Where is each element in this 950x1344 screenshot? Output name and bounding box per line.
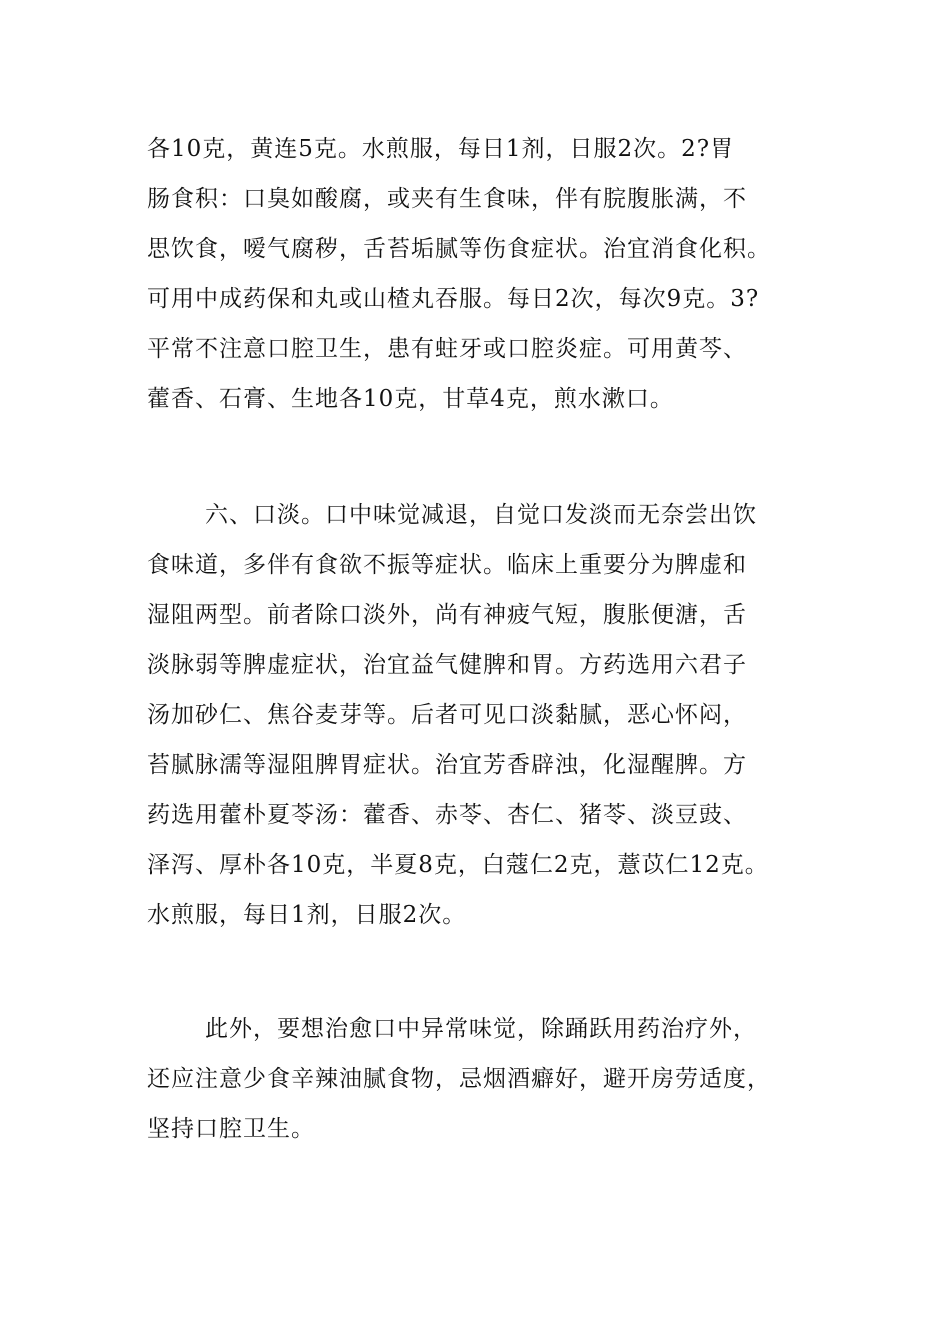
text-line: 淡脉弱等脾虚症状，治宜益气健脾和胃。方药选用六君子	[147, 652, 747, 678]
text-line: 坚持口腔卫生。	[147, 1116, 315, 1142]
paragraph-3	[147, 1004, 827, 1154]
text-line: 平常不注意口腔卫生，患有蛀牙或口腔炎症。可用黄芩、	[147, 336, 747, 362]
text-line: 水煎服，每日1剂，日服2次。	[147, 902, 467, 928]
text-line: 此外，要想治愈口中异常味觉，除踊跃用药治疗外，	[205, 1016, 757, 1042]
text-line: 食味道，多伴有食欲不振等症状。临床上重要分为脾虚和	[147, 552, 747, 578]
text-line: 肠食积：口臭如酸腐，或夹有生食味，伴有脘腹胀满，不	[147, 186, 747, 212]
text-line: 藿香、石膏、生地各10克，甘草4克，煎水漱口。	[147, 386, 674, 412]
paragraph-2	[147, 490, 827, 940]
text-line: 苔腻脉濡等湿阻脾胃症状。治宜芳香辟浊，化湿醒脾。方	[147, 752, 747, 778]
text-line: 六、口淡。口中味觉减退，自觉口发淡而无奈尝出饮	[205, 502, 757, 528]
text-line: 湿阻两型。前者除口淡外，尚有神疲气短，腹胀便溏，舌	[147, 602, 747, 628]
text-line: 汤加砂仁、焦谷麦芽等。后者可见口淡黏腻，恶心怀闷，	[147, 702, 747, 728]
text-line: 各10克，黄连5克。水煎服，每日1剂，日服2次。2?胃	[147, 136, 735, 162]
text-line: 可用中成药保和丸或山楂丸吞服。每日2次，每次9克。3?	[147, 286, 760, 312]
text-line: 药选用藿朴夏苓汤：藿香、赤苓、杏仁、猪苓、淡豆豉、	[147, 802, 747, 828]
text-line: 思饮食，嗳气腐秽，舌苔垢腻等伤食症状。治宜消食化积。	[147, 236, 771, 262]
paragraph-1	[147, 124, 827, 424]
text-line: 还应注意少食辛辣油腻食物，忌烟酒癖好，避开房劳适度，	[147, 1066, 771, 1092]
text-line: 泽泻、厚朴各10克，半夏8克，白蔻仁2克，薏苡仁12克。	[147, 852, 769, 878]
